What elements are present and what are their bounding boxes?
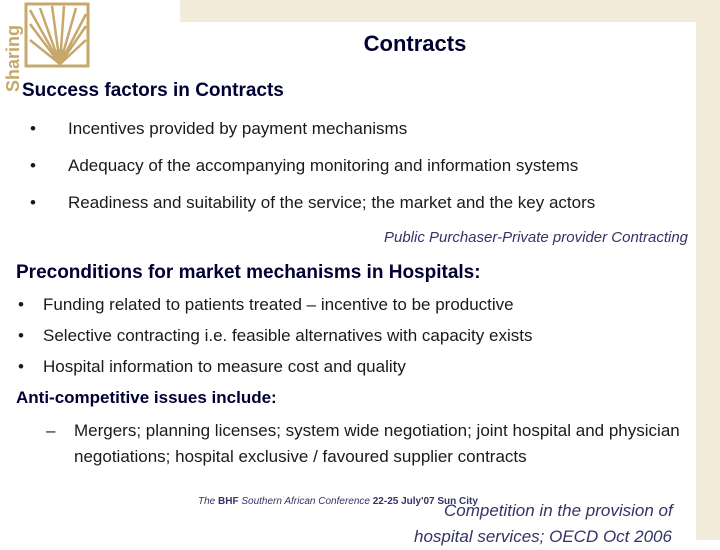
footer-prefix: The (198, 496, 216, 507)
footer-source-line2: hospital services; OECD Oct 2006 (414, 527, 672, 546)
section2-bullet-item (18, 325, 698, 347)
section1-bullet-list (30, 116, 690, 227)
attribution-text: Public Purchaser-Private provider Contracting (383, 229, 688, 246)
bullet-text: Hospital information to measure cost and quality (43, 357, 406, 376)
slide-title: Contracts (363, 31, 467, 56)
bullet-text: Funding related to patients treated – incentive to be productive (43, 295, 514, 314)
footer-org: BHF (218, 496, 239, 507)
bullet-icon: • (18, 357, 24, 376)
section1-heading: Success factors in Contracts (22, 80, 284, 101)
section3-heading: Anti-competitive issues include: (16, 388, 277, 407)
section2-bullet-list (18, 294, 698, 387)
header-band (180, 0, 720, 22)
bullet-text: Adequacy of the accompanying monitoring and information systems (68, 156, 579, 175)
bullet-icon: • (30, 156, 36, 175)
bullet-icon: • (18, 326, 24, 345)
bullet-icon: • (30, 193, 36, 212)
bullet-text: Readiness and suitability of the service; the market and the key actors (68, 193, 596, 212)
section1-bullet-item (30, 116, 690, 141)
bullet-text: Selective contracting i.e. feasible alternatives with capacity exists (43, 326, 533, 345)
footer-conference-name: Southern African Conference (241, 496, 370, 507)
section1-bullet-item (30, 190, 690, 215)
side-band (696, 22, 720, 540)
section3-sub-item (46, 418, 686, 470)
section2-heading: Preconditions for market mechanisms in Hospitals: (16, 262, 481, 283)
footer-source-note (414, 498, 714, 550)
bullet-icon: • (18, 295, 24, 314)
logo-wordmark (2, 4, 24, 96)
bullet-text: Incentives provided by payment mechanisms (68, 119, 408, 138)
footer-dates: 22-25 July'07 Sun City (372, 496, 478, 507)
bullet-icon: • (30, 119, 36, 138)
dash-icon: – (46, 421, 56, 440)
sub-item-text: Mergers; planning licenses; system wide negotiation; joint hospital and physician negotiations; hospital exclusive / favoured supplier contracts (74, 421, 680, 466)
section2-bullet-item (18, 294, 698, 316)
footer-source-line1: Competition in the provision of (444, 501, 673, 520)
logo-text: Sharing (3, 24, 23, 92)
section1-bullet-item (30, 153, 690, 178)
section2-bullet-item (18, 356, 698, 378)
